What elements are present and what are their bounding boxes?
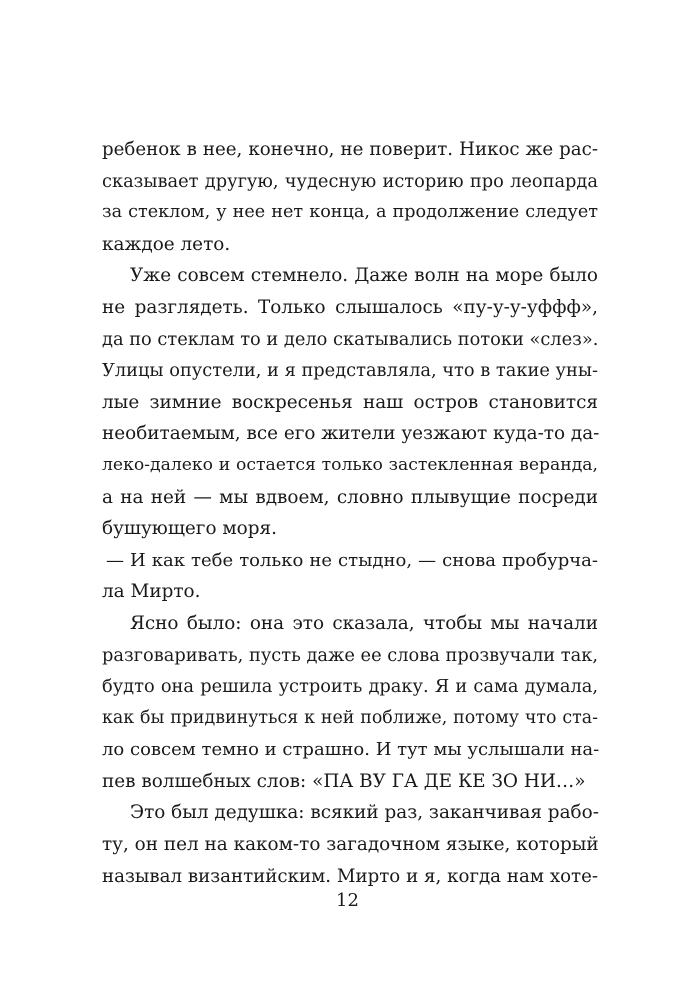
text-line: Уже совсем стемнело. Даже волн на море было bbox=[130, 265, 598, 287]
text-line: не разглядеть. Только слышалось «пу-у-у-уффф», bbox=[102, 296, 598, 318]
text-line: сказывает другую, чудесную историю про леопарда bbox=[102, 170, 598, 192]
text-line: за стеклом, у нее нет конца, а продолжение следует bbox=[102, 202, 598, 223]
text-line: бушующего моря. bbox=[102, 518, 277, 540]
text-line: Улицы опустели, и я представляла, что в такие уны- bbox=[102, 360, 598, 382]
text-line: каждое лето. bbox=[102, 233, 231, 255]
text-line: называл византийским. Мирто и я, когда нам хоте- bbox=[102, 865, 598, 887]
text-line: пев волшебных слов: «ПА ВУ ГА ДЕ КЕ ЗО НИ…» bbox=[102, 770, 586, 792]
text-line: Это был дедушка: всякий раз, заканчивая рабо- bbox=[130, 802, 599, 824]
text-line: да по стеклам то и дело скатывались потоки «слез». bbox=[102, 328, 599, 350]
text-line: — И как тебе только не стыдно, — снова пробурча- bbox=[106, 549, 598, 571]
text-line: как бы придвинуться к ней поближе, потому что ста- bbox=[102, 707, 598, 728]
text-line: лые зимние воскресенья наш остров становится bbox=[102, 391, 598, 413]
text-line: леко-далеко и остается только застекленная веранда, bbox=[102, 454, 598, 475]
text-line: необитаемым, все его жители уезжают куда-то да- bbox=[102, 423, 600, 445]
text-line: будто она решила устроить драку. Я и сама думала, bbox=[102, 676, 598, 698]
text-line: Ясно было: она это сказала, чтобы мы начали bbox=[130, 612, 598, 634]
text-line: ла Мирто. bbox=[102, 581, 201, 603]
body-text bbox=[102, 134, 598, 892]
text-line: разговаривать, пусть даже ее слова прозвучали так, bbox=[102, 644, 598, 666]
text-line: ребенок в нее, конечно, не поверит. Никос же рас- bbox=[102, 139, 598, 160]
text-line: ту, он пел на каком-то загадочном языке, который bbox=[102, 834, 599, 856]
text-line: ло совсем темно и страшно. И тут мы услышали на- bbox=[102, 739, 600, 761]
text-line: а на ней — мы вдвоем, словно плывущие посреди bbox=[102, 486, 598, 508]
page-number: 12 bbox=[336, 890, 359, 911]
